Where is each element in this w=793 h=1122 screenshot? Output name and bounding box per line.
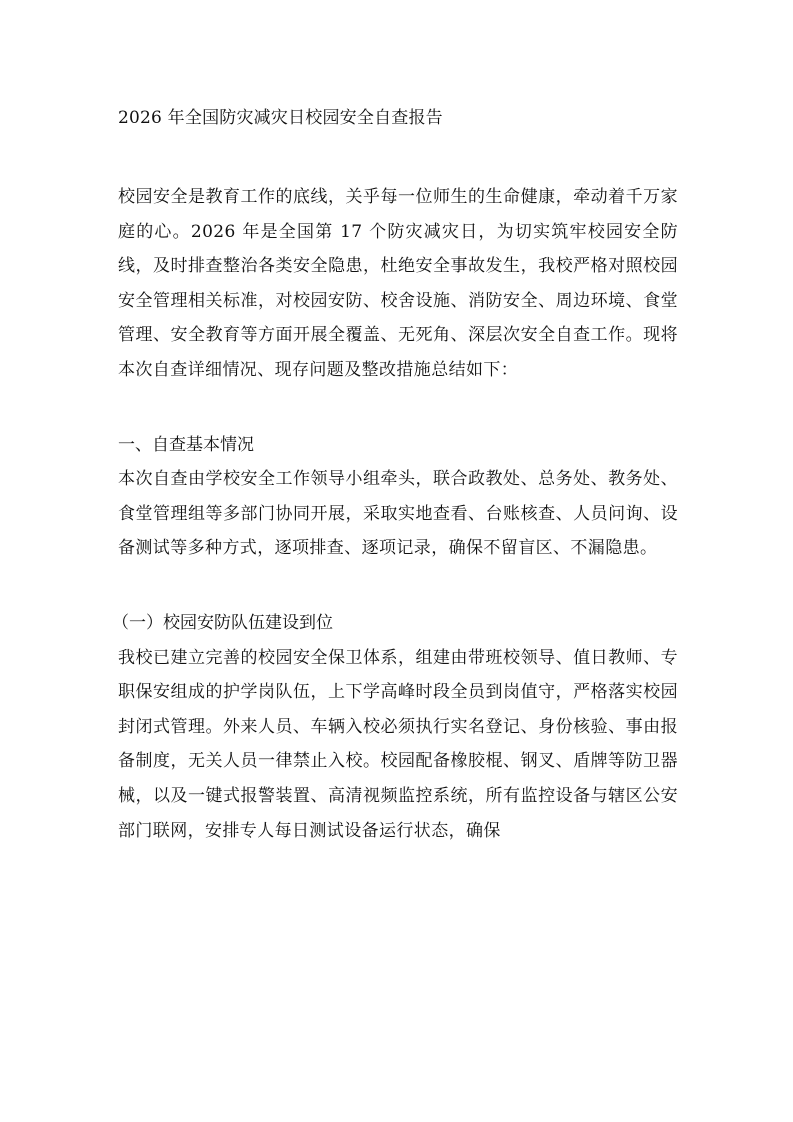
spacer <box>118 138 678 180</box>
section-heading: 一、自查基本情况 <box>118 434 254 455</box>
spacer <box>118 566 678 606</box>
intro-paragraph: 校园安全是教育工作的底线，关乎每一位师生的生命健康，牵动着千万家庭的心。2026 年是全国第 17 个防灾减灾日，为切实筑牢校园安全防线，及时排查整治各类安全隐患，杜绝安全事故发生，我校严格对照校园安全管理相关标准，对校园安防、校舍设施、消防安全、周边环境、食堂管理、安全教育等方面开展全覆盖、无死角、深层次安全自查工作。现将本次自查详细情况、现存问题及整改措施总结如下： <box>118 187 678 380</box>
document-content <box>112 98 678 848</box>
section-paragraph: 本次自查由学校安全工作领导小组牵头，联合政教处、总务处、教务处、食堂管理组等多部门协同开展，采取实地查看、台账核查、人员问询、设备测试等多种方式，逐项排查、逐项记录，确保不留盲区、不漏隐患。 <box>118 469 678 559</box>
spacer <box>118 388 678 428</box>
subsection-heading: （一）校园安防队伍建设到位 <box>112 612 333 633</box>
document-title: 2026 年全国防灾减灾日校园安全自查报告 <box>118 108 443 128</box>
subsection-paragraph: 我校已建立完善的校园安全保卫体系，组建由带班校领导、值日教师、专职保安组成的护学岗队伍，上下学高峰时段全员到岗值守，严格落实校园封闭式管理。外来人员、车辆入校必须执行实名登记、身份核验、事由报备制度，无关人员一律禁止入校。校园配备橡胶棍、钢叉、盾牌等防卫器械，以及一键式报警装置、高清视频监控系统，所有监控设备与辖区公安部门联网，安排专人每日测试设备运行状态，确保 <box>118 647 678 841</box>
